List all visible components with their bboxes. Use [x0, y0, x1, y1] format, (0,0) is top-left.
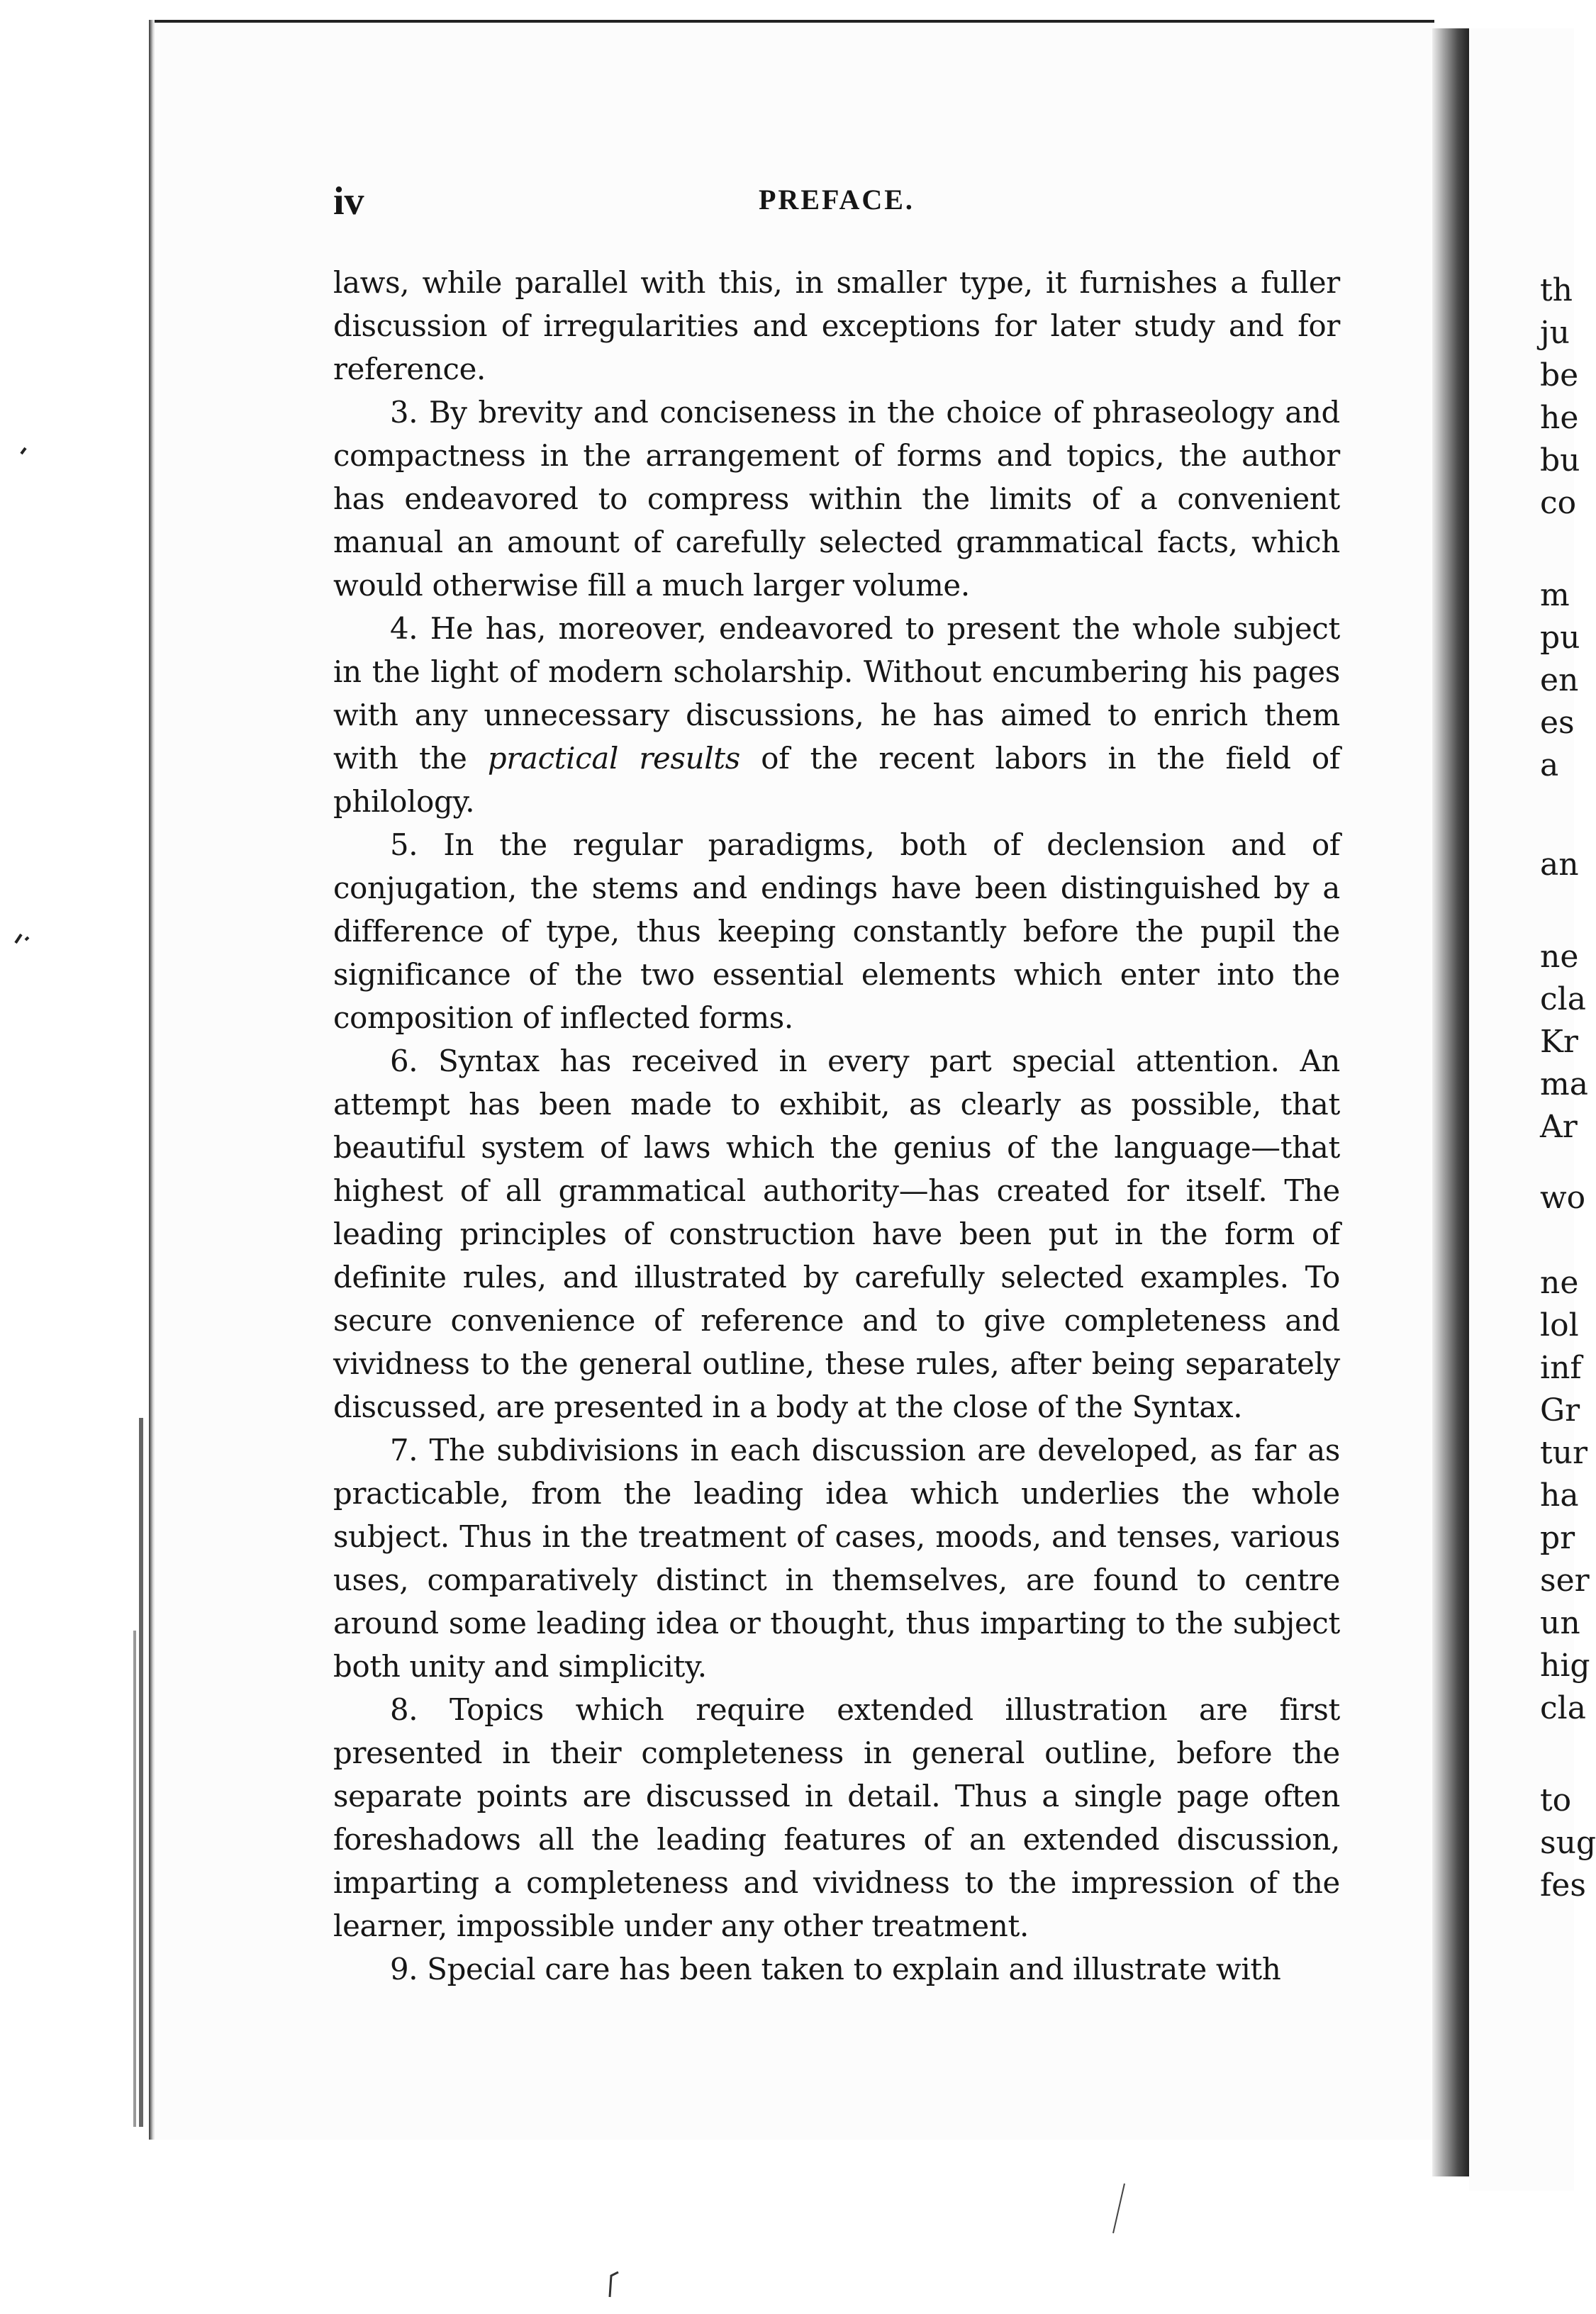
- facing-page-fragment: cla: [1540, 981, 1586, 1017]
- facing-page-fragment: ju: [1540, 315, 1570, 351]
- paragraph-4: [333, 607, 1340, 823]
- book-gutter: [1432, 28, 1469, 2176]
- facing-page-fragment: a: [1540, 747, 1559, 783]
- facing-page-fragment: co: [1540, 485, 1577, 521]
- facing-page-fragment: sug: [1540, 1825, 1596, 1861]
- paragraph-9: 9. Special care has been taken to explain and illustrate with: [390, 1952, 1281, 1986]
- page-top-edge: [155, 20, 1434, 23]
- facing-page-fragment: ma: [1540, 1066, 1588, 1102]
- facing-page-fragment: to: [1540, 1782, 1572, 1818]
- running-head: [333, 179, 1340, 228]
- facing-page-fragment: be: [1540, 357, 1579, 393]
- facing-page-fragment: bu: [1540, 442, 1580, 479]
- paragraph-7: 7. The subdivisions in each discussion are developed, as far as practicable, from the leading idea which underlies the whole subject. Thus in the treatment of cases, moods, and tenses, various uses, comparatively distinct in themselves, are found to centre around some leading idea or thought, thus imparting to the subject both unity and simplicity.: [333, 1433, 1340, 1684]
- facing-page-fragment: lol: [1540, 1307, 1579, 1343]
- facing-page-fragment: pu: [1540, 620, 1580, 656]
- page-stack-edge: [133, 1631, 136, 2127]
- facing-page-fragment: ser: [1540, 1563, 1590, 1599]
- facing-page-fragment: fes: [1540, 1867, 1586, 1904]
- facing-page-fragment: un: [1540, 1605, 1580, 1641]
- paragraph-continuation: laws, while parallel with this, in smaller type, it furnishes a fuller discussion of irregularities and exceptions for later study and for reference.: [333, 265, 1340, 386]
- paragraph-5: 5. In the regular paradigms, both of declension and of conjugation, the stems and endings have been distinguished by a difference of type, thus keeping constantly before the pupil the significance of the two essential elements which enter into the composition of inflected forms.: [333, 827, 1340, 1035]
- paragraph-8: 8. Topics which require extended illustration are first presented in their completeness in general outline, before the separate points are discussed in detail. Thus a single page often foreshadows all the leading features of an extended discussion, imparting a completeness and vividness to the impression of the learner, impossible under any other treatment.: [333, 1692, 1340, 1943]
- facing-page-fragment: ne: [1540, 939, 1579, 975]
- facing-page-fragment: hig: [1540, 1648, 1590, 1684]
- facing-page-fragment: inf: [1540, 1350, 1582, 1386]
- paragraph-3: 3. By brevity and conciseness in the choice of phraseology and compactness in the arrangement of forms and topics, the author has endeavored to compress within the limits of a convenient manual an amount of carefully selected grammatical facts, which would otherwise fill a much larger volume.: [333, 395, 1340, 603]
- facing-page-fragment: wo: [1540, 1180, 1586, 1216]
- page-number: iv: [333, 179, 364, 223]
- facing-page-fragment: tur: [1540, 1435, 1588, 1471]
- italic-phrase: practical results: [487, 741, 740, 776]
- facing-page-fragment: ha: [1540, 1477, 1579, 1514]
- facing-page-fragment: Kr: [1540, 1024, 1578, 1060]
- facing-page-fragment: Gr: [1540, 1392, 1580, 1429]
- facing-page-fragment: Ar: [1540, 1109, 1578, 1145]
- facing-page: [1469, 28, 1596, 2191]
- facing-page-fragment: th: [1540, 272, 1573, 308]
- preface-body: [333, 261, 1340, 1991]
- page-stack-edge: [139, 1418, 143, 2127]
- running-title: PREFACE.: [759, 184, 915, 216]
- facing-page-fragment: ne: [1540, 1265, 1579, 1301]
- paragraph-4-text-end: of the recent labors in the field of philology.: [333, 741, 1340, 819]
- facing-page-fragment: he: [1540, 400, 1579, 436]
- facing-page-fragment: an: [1540, 846, 1579, 883]
- facing-page-fragment: en: [1540, 662, 1579, 698]
- facing-page-fragment: es: [1540, 705, 1575, 741]
- facing-page-fragment: m: [1540, 577, 1570, 613]
- paragraph-6: 6. Syntax has received in every part special attention. An attempt has been made to exhibit, as clearly as possible, that beautiful system of laws which the genius of the language—that highest of all grammatical authority—has created for itself. The leading principles of construction have been put in the form of definite rules, and illustrated by carefully selected examples. To secure convenience of reference and to give completeness and vividness to the general outline, these rules, after being separately discussed, are presented in a body at the close of the Syntax.: [333, 1044, 1340, 1424]
- facing-page-fragment: pr: [1540, 1520, 1575, 1556]
- facing-page-fragment: cla: [1540, 1690, 1586, 1726]
- paragraph-4-text: 4. He has, moreover, endeavored to present the whole subject in the light of modern scholarship. Without encumbering his pages with any unnecessary discussions, he has aimed to enrich them with the: [333, 611, 1340, 776]
